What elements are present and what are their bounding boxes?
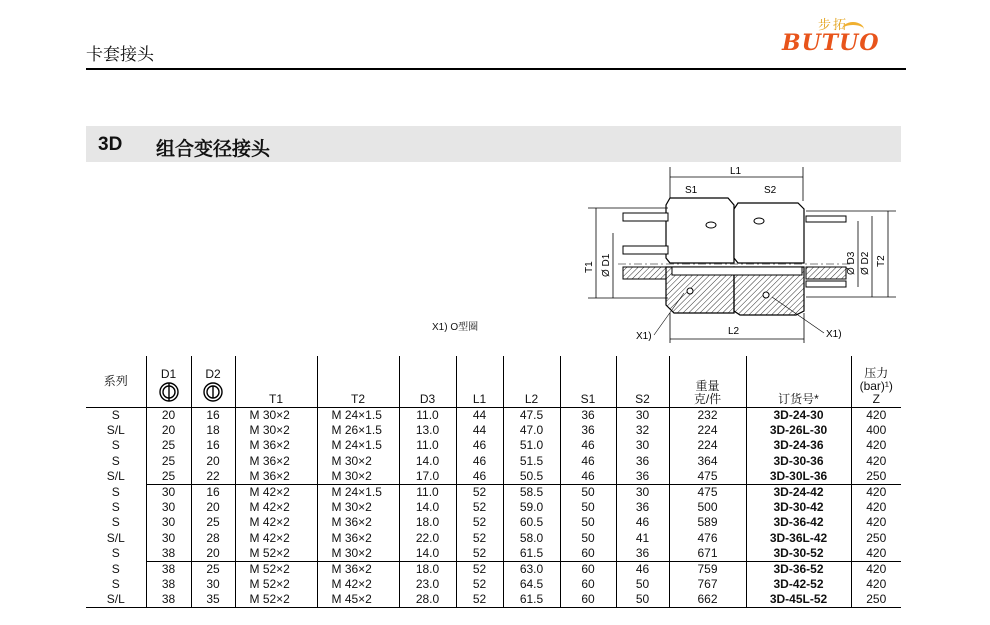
table-cell: M 52×2 [235, 561, 317, 577]
col-d1-label: D1 [160, 367, 177, 381]
table-cell: 50 [560, 500, 616, 515]
table-cell: M 30×2 [235, 423, 317, 438]
table-cell: S [111, 577, 120, 592]
table-cell: S/L [86, 592, 146, 608]
table-row [86, 469, 901, 485]
table-cell: S [111, 500, 120, 515]
table-cell: M 36×2 [317, 515, 399, 530]
table-cell: 46 [560, 454, 616, 469]
page-header-title: 卡套接头 [86, 45, 154, 64]
table-cell: 20 [146, 408, 191, 424]
table-cell: 52 [456, 592, 503, 608]
table-cell: 30 [146, 500, 191, 515]
table-cell: S [111, 438, 120, 453]
table-cell: 46 [616, 561, 669, 577]
table-cell: 30 [146, 484, 191, 500]
table-cell: 38 [146, 546, 191, 562]
table-cell: M 36×2 [235, 454, 317, 469]
table-cell: 400 [851, 423, 901, 438]
table-cell: M 45×2 [317, 592, 399, 608]
table-cell: 50 [560, 484, 616, 500]
table-cell: 30 [616, 484, 669, 500]
table-row [86, 592, 901, 608]
col-order: 订货号* [746, 356, 851, 408]
table-cell: 3D-30-52 [746, 546, 851, 562]
label-s2: S2 [764, 185, 777, 196]
table-cell: 250 [851, 531, 901, 546]
table-row [86, 515, 901, 530]
table-cell: 11.0 [399, 484, 456, 500]
table-cell: 50 [560, 531, 616, 546]
table-cell: S [111, 546, 120, 561]
table-cell: 3D-30L-36 [746, 469, 851, 485]
table-cell: 52 [456, 515, 503, 530]
table-row [86, 577, 901, 592]
table-cell: 364 [669, 454, 746, 469]
table-cell: 59.0 [503, 500, 560, 515]
col-d3: D3 [399, 356, 456, 408]
table-cell: 41 [616, 531, 669, 546]
table-cell: 420 [851, 577, 901, 592]
table-cell: 476 [669, 531, 746, 546]
table-cell: 671 [669, 546, 746, 562]
table-cell: S/L [106, 530, 125, 545]
table-cell: 63.0 [503, 561, 560, 577]
table-cell: 3D-24-30 [746, 408, 851, 424]
table-cell: 38 [146, 577, 191, 592]
table-cell: 46 [456, 438, 503, 453]
table-cell: 60 [560, 577, 616, 592]
table-cell: 30 [146, 531, 191, 546]
table-cell: 51.5 [503, 454, 560, 469]
table-cell: 44 [456, 423, 503, 438]
table-cell: 250 [851, 592, 901, 608]
table-cell: M 36×2 [317, 531, 399, 546]
table-cell: 420 [851, 484, 901, 500]
col-pressure-z: Z [872, 392, 880, 406]
table-cell: 20 [191, 454, 235, 469]
table-row [86, 561, 901, 577]
label-x1-left: X1) [636, 331, 652, 342]
table-cell: 662 [669, 592, 746, 608]
label-s1: S1 [685, 185, 698, 196]
table-cell: 58.0 [503, 531, 560, 546]
table-cell: 759 [669, 561, 746, 577]
table-cell: 60 [560, 546, 616, 562]
table-cell: 14.0 [399, 500, 456, 515]
oring-note: X1) O型圈 [432, 322, 479, 333]
table-cell: 420 [851, 546, 901, 562]
table-cell: 3D-30-36 [746, 454, 851, 469]
col-d2 [191, 356, 235, 408]
logo-chinese: 步拓 [818, 18, 849, 33]
table-cell: 52 [456, 531, 503, 546]
label-l2: L2 [728, 326, 740, 337]
col-s2: S2 [616, 356, 669, 408]
header-divider [86, 68, 906, 70]
inner-diameter-icon [202, 381, 224, 403]
table-header-row [86, 356, 901, 408]
label-x1-right: X1) [826, 329, 842, 340]
table-cell: 25 [191, 515, 235, 530]
table-cell: 52 [456, 577, 503, 592]
label-d3: Ø D3 [846, 251, 857, 275]
table-cell: M 30×2 [235, 408, 317, 424]
table-cell: 3D-36-42 [746, 515, 851, 530]
table-cell: 16 [191, 438, 235, 453]
table-row [86, 454, 901, 469]
table-cell: 25 [146, 454, 191, 469]
table-cell: 250 [851, 469, 901, 485]
table-cell: 17.0 [399, 469, 456, 485]
brand-logo [782, 14, 904, 56]
label-l1: L1 [730, 166, 742, 177]
table-cell: M 42×2 [235, 484, 317, 500]
table-cell: 11.0 [399, 408, 456, 424]
table-cell: 32 [616, 423, 669, 438]
table-cell: 61.5 [503, 592, 560, 608]
table-cell: M 30×2 [317, 469, 399, 485]
table-cell: 30 [616, 408, 669, 424]
table-cell: 500 [669, 500, 746, 515]
table-cell: 28.0 [399, 592, 456, 608]
table-cell: 30 [191, 577, 235, 592]
table-cell: 420 [851, 438, 901, 453]
table-cell: 46 [560, 469, 616, 485]
table-cell: 46 [616, 515, 669, 530]
table-cell: 46 [456, 469, 503, 485]
table-cell: 3D-26L-30 [746, 423, 851, 438]
table-cell: M 30×2 [317, 500, 399, 515]
table-row [86, 500, 901, 515]
table-row [86, 546, 901, 562]
section-bar [86, 126, 901, 162]
table-cell: 58.5 [503, 484, 560, 500]
table-cell: 16 [191, 484, 235, 500]
col-weight-unit: 克/件 [693, 392, 722, 406]
table-cell: 420 [851, 500, 901, 515]
col-d2-label: D2 [205, 367, 221, 381]
col-weight [669, 356, 746, 408]
table-cell: S/L [106, 469, 125, 484]
col-weight-label: 重量 [695, 379, 720, 393]
table-cell: 50.5 [503, 469, 560, 485]
table-cell: 50 [560, 515, 616, 530]
table-row [86, 423, 901, 438]
table-cell: M 30×2 [317, 546, 399, 562]
logo-wordmark: BUTUO [782, 30, 880, 56]
section-title: 组合变径接头 [156, 139, 271, 160]
table-cell: M 52×2 [235, 592, 317, 608]
table-cell: 28 [191, 531, 235, 546]
table-cell: M 36×2 [235, 469, 317, 485]
table-cell: 22.0 [399, 531, 456, 546]
table-cell: 3D-42-52 [746, 577, 851, 592]
table-cell: 50 [616, 592, 669, 608]
table-cell: S/L [106, 423, 125, 438]
table-cell: 61.5 [503, 546, 560, 562]
table-cell: 36 [560, 423, 616, 438]
table-cell: M 42×2 [235, 500, 317, 515]
table-cell: 232 [669, 408, 746, 424]
outer-diameter-icon [158, 381, 180, 403]
table-cell: 420 [851, 561, 901, 577]
table-cell: 38 [146, 561, 191, 577]
fitting-diagram [578, 163, 908, 348]
table-cell: 52 [456, 546, 503, 562]
table-cell: 30 [146, 515, 191, 530]
table-cell: 60.5 [503, 515, 560, 530]
table-cell: 18.0 [399, 515, 456, 530]
table-cell: 38 [146, 592, 191, 608]
table-cell: 3D-36L-42 [746, 531, 851, 546]
col-l2: L2 [503, 356, 560, 408]
col-series: 系列 [86, 356, 146, 408]
table-cell: 51.0 [503, 438, 560, 453]
table-cell: 36 [616, 469, 669, 485]
table-cell: 46 [456, 454, 503, 469]
table-cell: 224 [669, 423, 746, 438]
spec-table [86, 356, 901, 608]
table-row [86, 531, 901, 546]
table-cell: 50 [616, 577, 669, 592]
col-t2: T2 [317, 356, 399, 408]
section-code: 3D [98, 134, 123, 155]
table-cell: 3D-30-42 [746, 500, 851, 515]
table-cell: S [111, 484, 120, 499]
table-cell: S [111, 515, 120, 530]
table-cell: M 42×2 [235, 531, 317, 546]
table-cell: S [111, 561, 120, 576]
table-cell: 3D-24-42 [746, 484, 851, 500]
table-cell: M 26×1.5 [317, 423, 399, 438]
table-cell: S [111, 408, 120, 423]
col-l1: L1 [456, 356, 503, 408]
table-cell: 25 [191, 561, 235, 577]
table-cell: 36 [560, 408, 616, 424]
table-cell: 3D-36-52 [746, 561, 851, 577]
table-row [86, 438, 901, 453]
table-cell: M 36×2 [317, 561, 399, 577]
table-cell: 420 [851, 408, 901, 424]
col-pressure-unit: (bar)¹) [859, 379, 893, 393]
table-cell: M 36×2 [235, 438, 317, 453]
table-cell: 52 [456, 561, 503, 577]
table-cell: M 24×1.5 [317, 484, 399, 500]
table-cell: M 24×1.5 [317, 408, 399, 424]
table-cell: 60 [560, 592, 616, 608]
label-d2: Ø D2 [860, 251, 871, 275]
table-cell: 3D-45L-52 [746, 592, 851, 608]
col-t1: T1 [235, 356, 317, 408]
label-t1: T1 [584, 261, 595, 273]
table-cell: 20 [146, 423, 191, 438]
table-row [86, 408, 901, 424]
table-cell: M 42×2 [317, 577, 399, 592]
table-cell: 3D-24-36 [746, 438, 851, 453]
table-cell: 18 [191, 423, 235, 438]
table-cell: 589 [669, 515, 746, 530]
label-t2: T2 [876, 255, 887, 267]
col-d1 [146, 356, 191, 408]
table-cell: 20 [191, 546, 235, 562]
table-cell: 36 [616, 546, 669, 562]
table-cell: S [111, 453, 120, 468]
table-cell: 22 [191, 469, 235, 485]
table-cell: M 52×2 [235, 577, 317, 592]
table-cell: 25 [146, 438, 191, 453]
table-cell: 20 [191, 500, 235, 515]
table-cell: 46 [560, 438, 616, 453]
table-cell: 11.0 [399, 438, 456, 453]
table-cell: 23.0 [399, 577, 456, 592]
table-cell: 35 [191, 592, 235, 608]
table-cell: 25 [146, 469, 191, 485]
table-cell: 36 [616, 500, 669, 515]
table-cell: 36 [616, 454, 669, 469]
table-cell: M 42×2 [235, 515, 317, 530]
table-row [86, 484, 901, 500]
table-cell: 224 [669, 438, 746, 453]
table-cell: 16 [191, 408, 235, 424]
col-pressure [851, 356, 901, 408]
table-cell: 475 [669, 484, 746, 500]
table-cell: M 24×1.5 [317, 438, 399, 453]
table-cell: 64.5 [503, 577, 560, 592]
table-cell: M 52×2 [235, 546, 317, 562]
col-pressure-label: 压力 [864, 366, 889, 380]
table-cell: 60 [560, 561, 616, 577]
table-cell: 30 [616, 438, 669, 453]
col-s1: S1 [560, 356, 616, 408]
table-cell: 47.5 [503, 408, 560, 424]
table-cell: 420 [851, 454, 901, 469]
table-cell: 44 [456, 408, 503, 424]
spec-table-body [86, 408, 901, 608]
table-cell: 475 [669, 469, 746, 485]
table-cell: 52 [456, 500, 503, 515]
table-cell: 47.0 [503, 423, 560, 438]
table-cell: 13.0 [399, 423, 456, 438]
table-cell: 420 [851, 515, 901, 530]
table-cell: M 30×2 [317, 454, 399, 469]
table-cell: 52 [456, 484, 503, 500]
table-cell: 14.0 [399, 546, 456, 562]
table-cell: 14.0 [399, 454, 456, 469]
table-cell: 767 [669, 577, 746, 592]
table-cell: 18.0 [399, 561, 456, 577]
label-d1: Ø D1 [601, 253, 612, 277]
